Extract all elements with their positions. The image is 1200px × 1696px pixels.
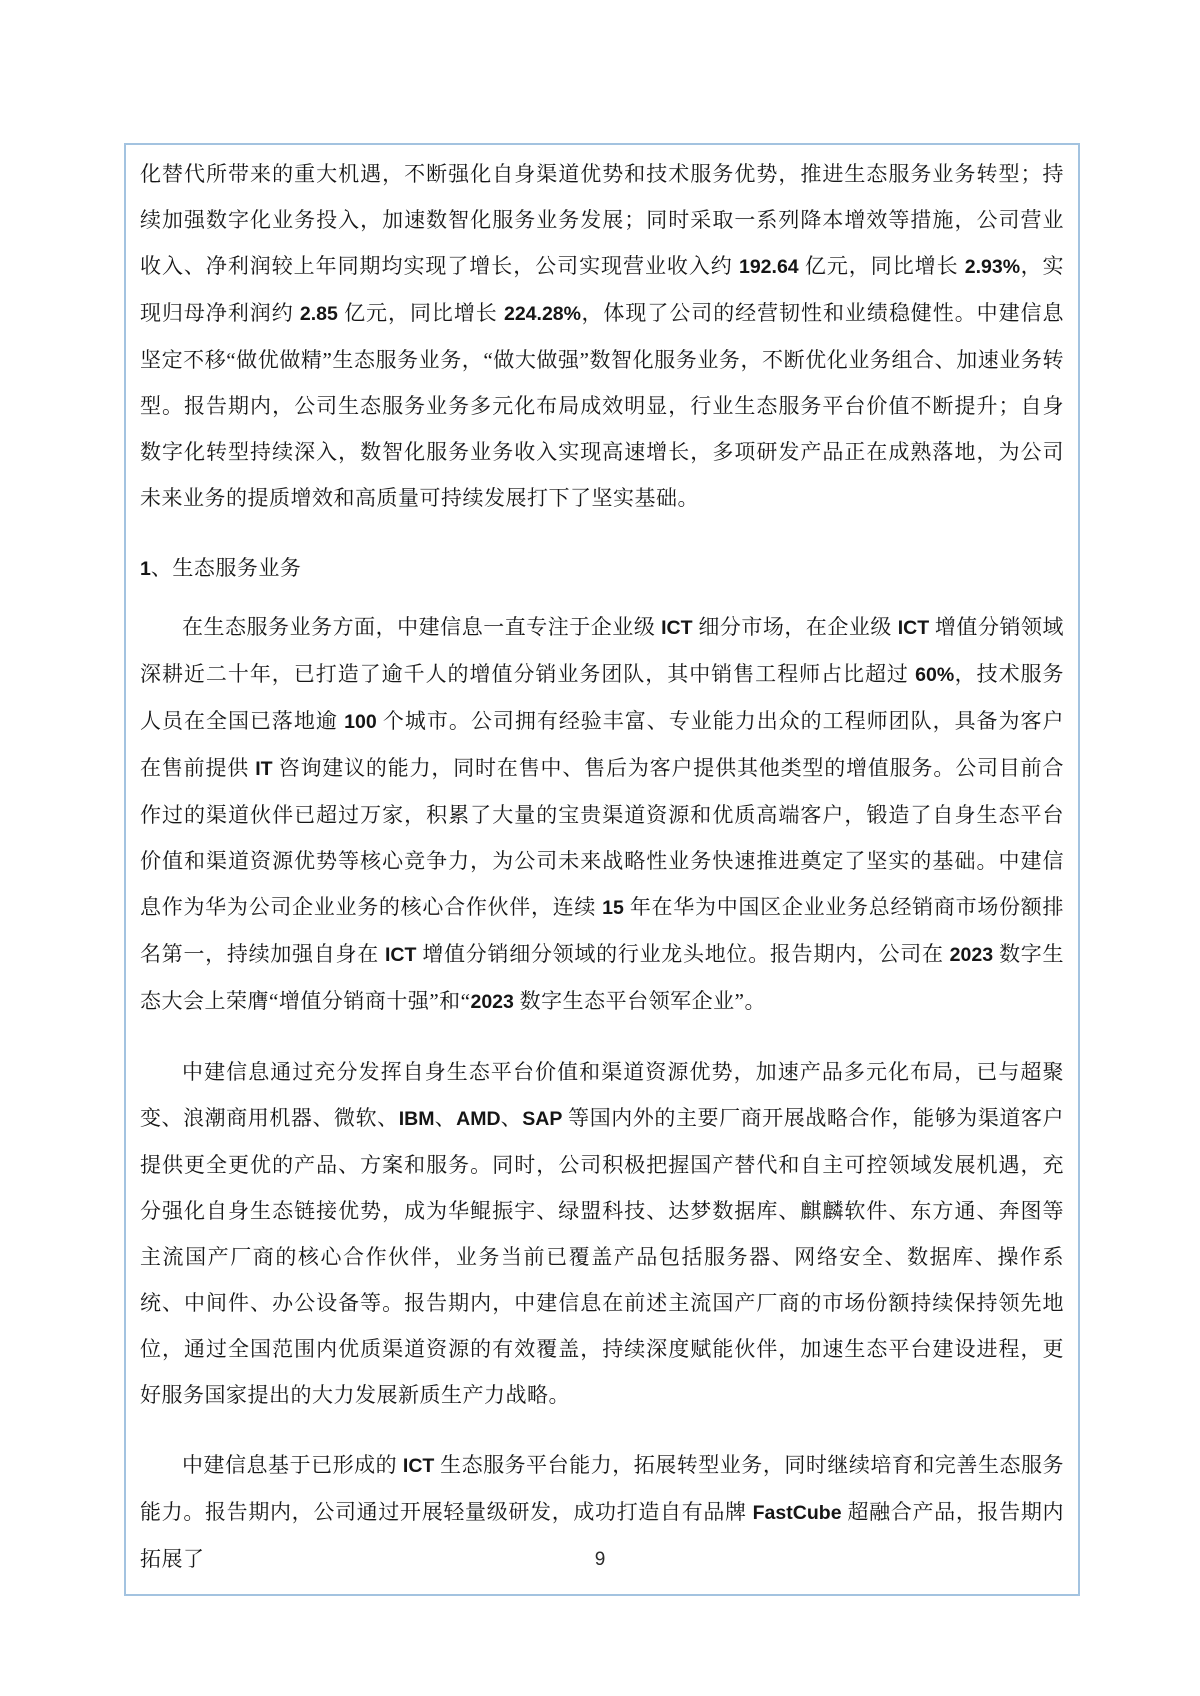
paragraph-ict-platform: 中建信息基于已形成的 ICT 生态服务平台能力，拓展转型业务，同时继续培育和完善生态服务能力。报告期内，公司通过开展轻量级研发，成功打造自有品牌 FastCube 超融合产品，报告期内拓展了: [140, 1453, 1064, 1571]
paragraph-eco-service-overview: 在生态服务业务方面，中建信息一直专注于企业级 ICT 细分市场，在企业级 ICT 增值分销领域深耕近二十年，已打造了逾千人的增值分销业务团队，其中销售工程师占比超过 60%，技术服务人员在全国已落地逾 100 个城市。公司拥有经验丰富、专业能力出众的工程师团队，具备为客户在售前提供 IT 咨询建议的能力，同时在售中、售后为客户提供其他类型的增值服务。公司目前合作过的渠道伙伴已超过万家，积累了大量的宝贵渠道资源和优质高端客户，锻造了自身生态平台价值和渠道资源优势等核心竞争力，为公司未来战略性业务快速推进奠定了坚实的基础。中建信息作为华为公司企业业务的核心合作伙伴，连续 15 年在华为中国区企业业务总经销商市场份额排名第一，持续加强自身在 ICT 增值分销细分领域的行业龙头地位。报告期内，公司在 2023 数字生态大会上荣膺“增值分销商十强”和“2023 数字生态平台领军企业”。: [140, 615, 1065, 1013]
content-frame: [124, 143, 1080, 1596]
page-number: 9: [594, 1549, 606, 1570]
paragraph-continuation: 化替代所带来的重大机遇，不断强化自身渠道优势和技术服务优势，推进生态服务业务转型；持续加强数字化业务投入，加速数智化服务业务发展；同时采取一系列降本增效等措施，公司营业收入、净利润较上年同期均实现了增长，公司实现营业收入约 192.64 亿元，同比增长 2.93%，实现归母净利润约 2.85 亿元，同比增长 224.28%，体现了公司的经营韧性和业绩稳健性。中建信息坚定不移“做优做精”生态服务业务，“做大做强”数智化服务业务，不断优化业务组合、加速业务转型。报告期内，公司生态服务业务多元化布局成效明显，行业生态服务平台价值不断提升；自身数字化转型持续深入，数智化服务业务收入实现高速增长，多项研发产品正在成熟落地，为公司未来业务的提质增效和高质量可持续发展打下了坚实基础。: [140, 162, 1065, 510]
paragraph-vendor-partnerships: 中建信息通过充分发挥自身生态平台价值和渠道资源优势，加速产品多元化布局，已与超聚变、浪潮商用机器、微软、IBM、AMD、SAP 等国内外的主要厂商开展战略合作，能够为渠道客户提供更全更优的产品、方案和服务。同时，公司积极把握国产替代和自主可控领域发展机遇，充分强化自身生态链接优势，成为华鲲振宇、绿盟科技、达梦数据库、麒麟软件、东方通、奔图等主流国产厂商的核心合作伙伴，业务当前已覆盖产品包括服务器、网络安全、数据库、操作系统、中间件、办公设备等。报告期内，中建信息在前述主流国产厂商的市场份额持续保持领先地位，通过全国范围内优质渠道资源的有效覆盖，持续深度赋能伙伴，加速生态平台建设进程，更好服务国家提出的大力发展新质生产力战略。: [140, 1060, 1065, 1407]
section-heading: 1、生态服务业务: [140, 556, 302, 580]
